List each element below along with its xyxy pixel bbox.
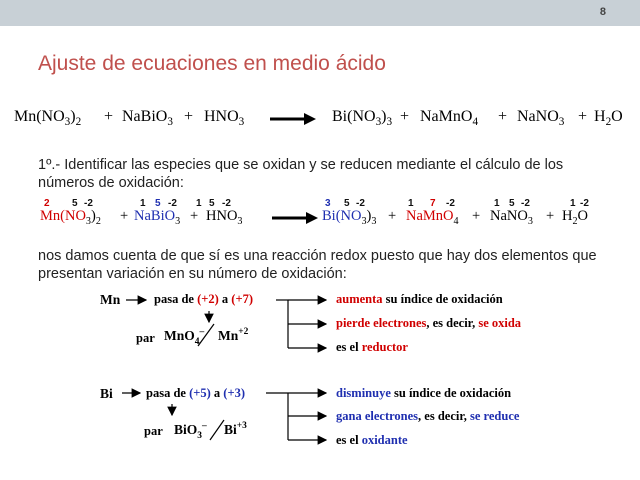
ox-o: -2 [222,198,231,209]
mn-redox-pair-ox: MnO$_4$– [164,327,205,347]
plus-sign: + [190,208,199,224]
plus-sign: + [104,108,114,125]
plus-sign: + [498,108,508,125]
ox-mn-right: 7 [430,198,436,209]
mn-result-1: aumenta su índice de oxidación [336,292,503,306]
plus-sign: + [120,208,129,224]
bi-par-label: par [144,424,163,438]
mn-redox-pair-red: $Mn^{+2}$ [218,327,249,343]
bi-redox-pair-red: $Bi^{+3}$ [224,421,247,437]
species-water: $H_2O$ [594,108,623,128]
species-bi-nitrate: $Bi(NO_3)_3$ [322,208,377,227]
mn-pasa-de: pasa de (+2) a (+7) [154,292,253,306]
ox-n: 5 [72,198,78,209]
ox-n: 5 [209,198,215,209]
bi-element: Bi [100,386,113,401]
plus-sign: + [388,208,397,224]
mn-result-3: es el reductor [336,340,408,354]
species-mn-nitrate: $Mn(NO_3)_2$ [14,108,82,128]
bi-result-3: es el oxidante [336,433,408,447]
slide-title: Ajuste de ecuaciones en medio ácido [38,52,386,75]
species-nano3: NaNO$_3$ [517,108,565,128]
mn-par-label: par [136,331,155,345]
ox-n: 5 [344,198,350,209]
ox-o: -2 [580,198,589,209]
ox-bi-right: 3 [325,198,331,209]
species-nano3: NaNO$_3$ [490,208,533,227]
ox-bi-left: 5 [155,198,161,209]
conclusion-text: nos damos cuenta de que sí es una reacción redox puesto que hay dos elementos que presentan variación en su número de oxidación: [38,248,597,282]
ox-h: 1 [196,198,202,209]
species-namno4: NaMnO$_4$ [420,108,479,128]
species-mn-nitrate: $Mn(NO_3)_2$ [40,208,101,227]
step-1-text: 1º.- Identificar las especies que se oxidan y se reducen mediante el cálculo de los números de oxidación: [38,157,564,191]
plus-sign: + [184,108,194,125]
ox-o: -2 [84,198,93,209]
ox-o: -2 [356,198,365,209]
species-bi-nitrate: $Bi(NO_3)_3$ [332,108,393,128]
ox-na: 1 [140,198,146,209]
ox-h: 1 [570,198,576,209]
plus-sign: + [578,108,588,125]
ox-o: -2 [446,198,455,209]
bi-pasa-de: pasa de (+5) a (+3) [146,386,245,400]
page-number: 8 [599,6,606,18]
ox-mn-left: 2 [44,198,50,209]
bi-result-2: gana electrones, es decir, se reduce [336,409,520,423]
plus-sign: + [546,208,555,224]
ox-na: 1 [408,198,414,209]
species-nabio3: NaBiO$_3$ [134,208,181,227]
species-hno3: $HNO_3$ [204,108,245,128]
bi-redox-pair-ox: BiO$_3$– [174,421,207,441]
species-hno3: $HNO_3$ [206,208,243,227]
species-namno4: NaMnO$_4$ [406,208,459,227]
species-water: $H_2O$ [562,208,589,227]
plus-sign: + [472,208,481,224]
ox-n: 5 [509,198,515,209]
plus-sign: + [400,108,410,125]
species-nabio3: NaBiO$_3$ [122,108,173,128]
mn-element: Mn [100,292,121,307]
ox-na: 1 [494,198,500,209]
mn-result-2: pierde electrones, es decir, se oxida [336,316,522,330]
bi-result-1: disminuye su índice de oxidación [336,386,512,400]
ox-o: -2 [168,198,177,209]
ox-o: -2 [521,198,530,209]
